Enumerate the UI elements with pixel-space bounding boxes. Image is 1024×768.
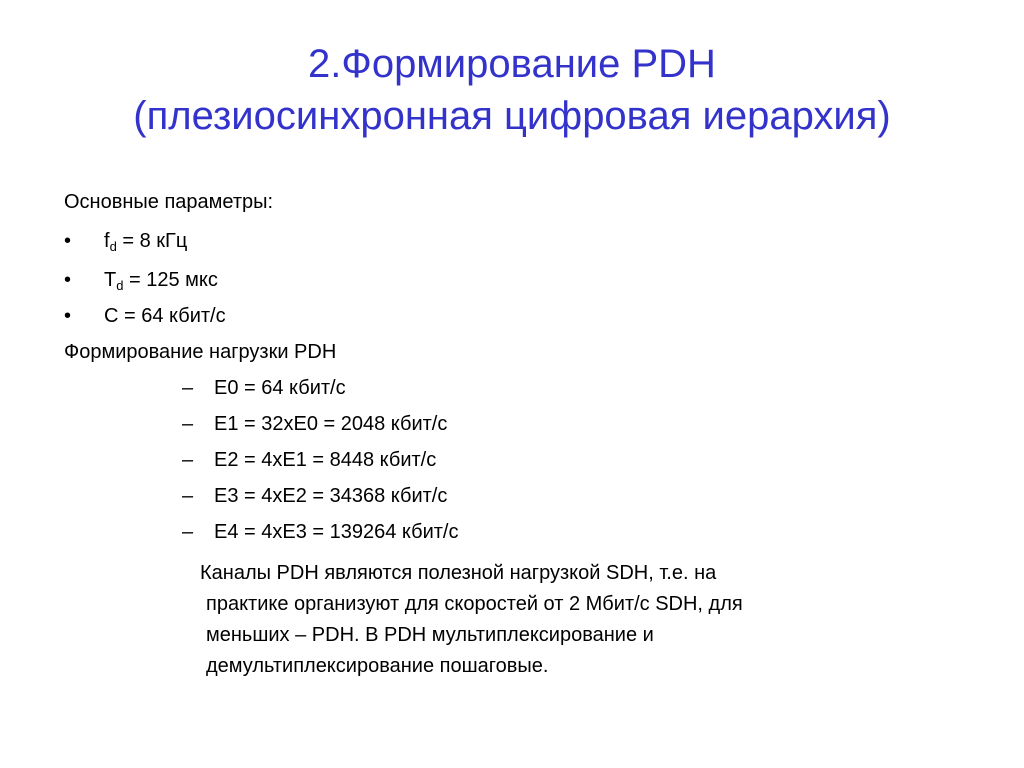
dash: – (182, 413, 194, 435)
note-line-3: меньших – PDH. В PDH мультиплексирование и (206, 624, 654, 646)
load-heading: Формирование нагрузки PDH (64, 341, 337, 363)
param-text (104, 304, 226, 328)
param-var: f (104, 230, 110, 252)
param-value: = 64 кбит/с (118, 305, 226, 327)
title-line-2: (плезиосинхронная цифровая иерархия) (133, 94, 891, 138)
bullet: • (64, 269, 72, 291)
load-text: E0 = 64 кбит/с (214, 377, 346, 399)
param-var: T (104, 269, 117, 291)
load-text: E3 = 4хE2 = 34368 кбит/с (214, 485, 448, 507)
load-text: E4 = 4хE3 = 139264 кбит/с (214, 521, 459, 543)
param-var: C (104, 305, 119, 327)
param-subscript: d (109, 239, 117, 254)
note-paragraph (200, 558, 934, 682)
param-value: = 8 кГц (116, 230, 188, 252)
main-params-heading: Основные параметры: (64, 191, 274, 213)
param-subscript: d (116, 278, 124, 293)
slide-title (0, 38, 1024, 142)
load-text: E2 = 4хE1 = 8448 кбит/с (214, 449, 437, 471)
dash: – (182, 485, 194, 507)
note-line-1: Каналы PDH являются полезной нагрузкой SDH, т.е. на (200, 562, 717, 584)
dash: – (182, 377, 194, 399)
note-line-4: демультиплексирование пошаговые. (206, 655, 549, 677)
bullet: • (64, 305, 72, 327)
param-text (104, 229, 187, 253)
param-text (104, 268, 218, 292)
load-text: E1 = 32хE0 = 2048 кбит/с (214, 413, 448, 435)
dash: – (182, 521, 194, 543)
title-line-1: 2.Формирование PDH (308, 42, 716, 86)
bullet: • (64, 230, 72, 252)
note-line-2: практике организуют для скоростей от 2 Мбит/с SDH, для (206, 593, 743, 615)
param-value: = 125 мкс (123, 269, 218, 291)
dash: – (182, 449, 194, 471)
